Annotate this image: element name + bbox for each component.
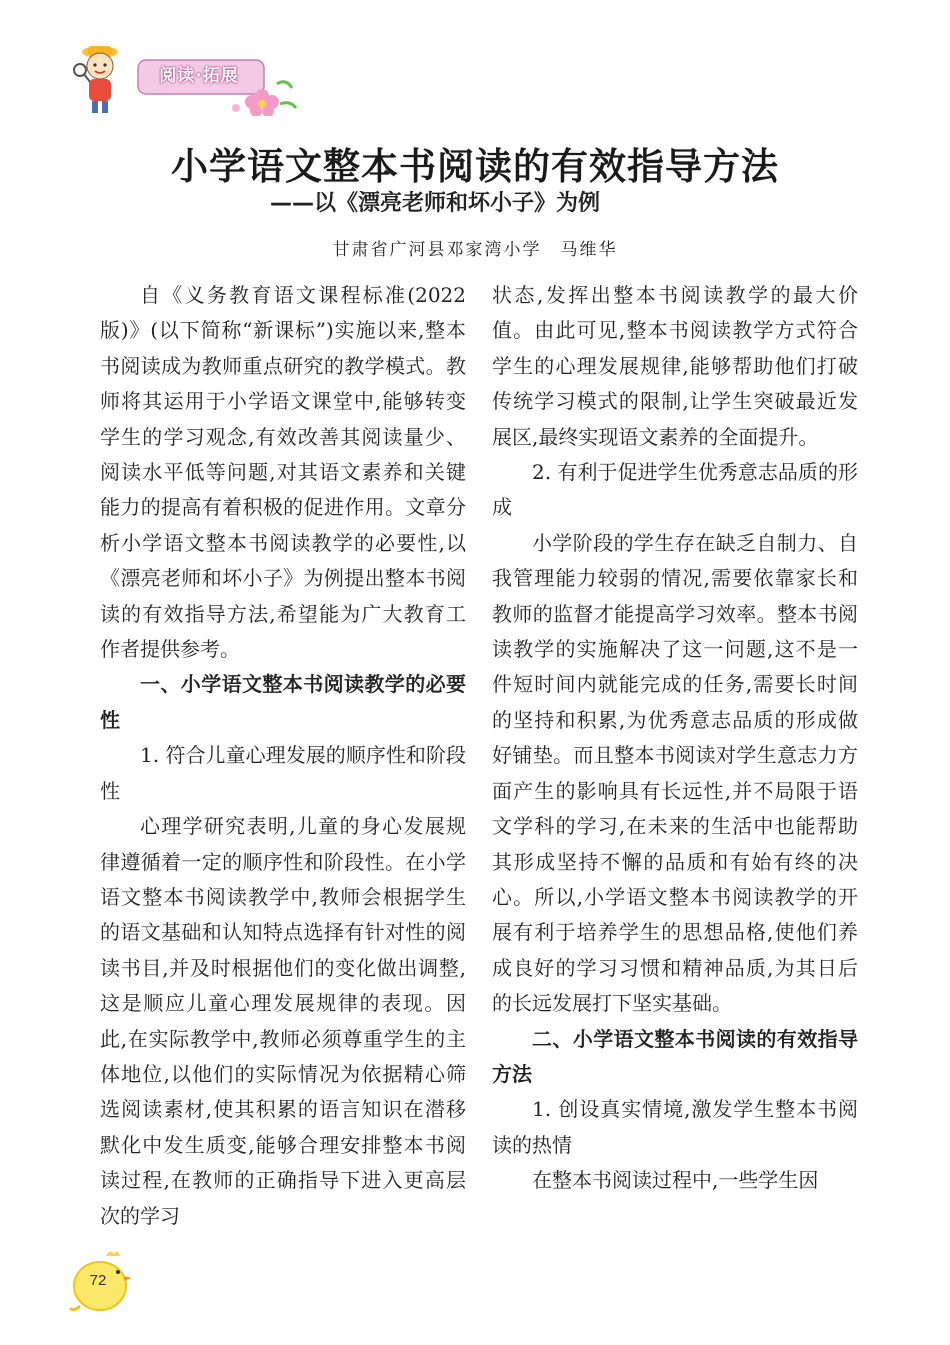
author-line: 甘肃省广河县邓家湾小学 马维华 [332, 240, 618, 260]
right-column [492, 278, 858, 1199]
article-title: 小学语文整本书阅读的有效指导方法 [171, 145, 779, 188]
section-label: 阅读·拓展 [159, 66, 239, 86]
article-subtitle: ——以《漂亮老师和坏小子》为例 [270, 191, 601, 216]
page-number: 72 [89, 1272, 107, 1289]
subsection-heading-1-1: 1. 符合儿童心理发展的顺序性和阶段性 [100, 743, 466, 803]
intro-paragraph: 自《义务教育语文课程标准(2022版)》(以下简称“新课标”)实施以来,整本书阅读成为教师重点研究的教学模式。教师将其运用于小学语文课堂中,能够转变学生的学习观念,有效改善其阅读量少、阅读水平低等问题,对其语文素养和关键能力的提高有着积极的促进作用。文章分析小学语文整本书阅读教学的必要性,以《漂亮老师和坏小子》为例提出整本书阅读的有效指导方法,希望能为广大教育工作者提供参考。 [100, 283, 466, 662]
section-heading-2: 二、小学语文整本书阅读的有效指导方法 [492, 1026, 858, 1086]
section-heading-1: 一、小学语文整本书阅读教学的必要性 [100, 672, 466, 732]
body-paragraph: 在整本书阅读过程中,一些学生因 [532, 1168, 819, 1193]
continued-paragraph: 状态,发挥出整本书阅读教学的最大价值。由此可见,整本书阅读教学方式符合学生的心理发展规律,能够帮助他们打破传统学习模式的限制,让学生突破最近发展区,最终实现语文素养的全面提升。 [492, 283, 858, 449]
subsection-heading-1-2: 2. 有利于促进学生优秀意志品质的形成 [492, 460, 858, 520]
body-paragraph: 小学阶段的学生存在缺乏自制力、自我管理能力较弱的情况,需要依靠家长和教师的监督才能提高学习效率。整本书阅读教学的实施解决了这一问题,这不是一件短时间内就能完成的任务,需要长时间的坚持和积累,为优秀意志品质的形成做好铺垫。而且整本书阅读对学生意志力方面产生的影响具有长远性,并不局限于语文学科的学习,在未来的生活中也能帮助其形成坚持不懈的品质和有始有终的决心。所以,小学语文整本书阅读教学的开展有利于培养学生的思想品格,使他们养成良好的学习习惯和精神品质,为其日后的长远发展打下坚实基础。 [492, 530, 858, 1016]
left-column [100, 278, 466, 1234]
body-paragraph: 心理学研究表明,儿童的身心发展规律遵循着一定的顺序性和阶段性。在小学语文整本书阅读教学中,教师会根据学生的语文基础和认知特点选择有针对性的阅读书目,并及时根据他们的变化做出调整,这是顺应儿童心理发展规律的表现。因此,在实际教学中,教师必须尊重学生的主体地位,以他们的实际情况为依据精心筛选阅读素材,使其积累的语言知识在潜移默化中发生质变,能够合理安排整本书阅读过程,在教师的正确指导下进入更高层次的学习 [100, 814, 466, 1228]
boy-mascot-icon [74, 46, 118, 113]
subsection-heading-2-1: 1. 创设真实情境,激发学生整本书阅读的热情 [492, 1097, 858, 1157]
